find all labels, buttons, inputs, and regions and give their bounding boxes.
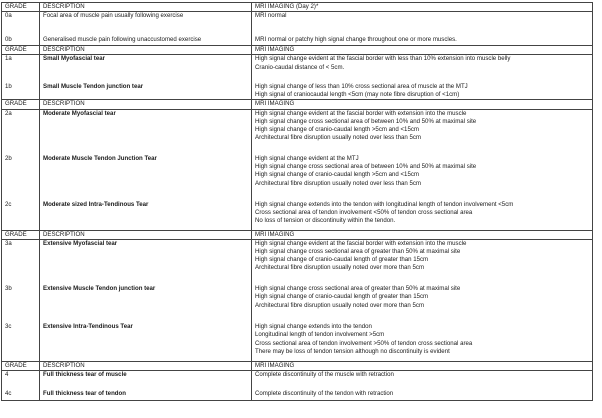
description-cell: Extensive Muscle Tendon junction tear [40, 285, 252, 323]
table-header-row [2, 46, 593, 55]
description-cell: Focal area of muscle pain usually following exercise [40, 12, 252, 36]
table-row-2b [2, 155, 593, 201]
header-mri: MRI IMAGING [252, 361, 593, 370]
description-cell: Small Myofascial tear [40, 55, 252, 83]
table-row-1a [2, 55, 593, 83]
grade-cell: 2b [2, 155, 40, 201]
mri-line: High signal change cross sectional area of between 10% and 50% at maximal site [255, 117, 477, 125]
mri-line: High signal change extends into the tendon with longitudinal length of tendon involvement <5cm [255, 201, 514, 209]
header-description: DESCRIPTION [40, 46, 252, 55]
table-row-4c [2, 390, 593, 400]
mri-cell [252, 109, 593, 155]
description-cell: Moderate Myofascial tear [40, 109, 252, 155]
mri-line: Cross sectional area of tendon involvement >50% of tendon cross sectional area [255, 339, 473, 347]
grade-cell: 3a [2, 239, 40, 285]
mri-line: High signal of craniocaudal length <5cm (may note fibre disruption of <1cm) [255, 91, 460, 99]
header-description: DESCRIPTION [40, 230, 252, 239]
header-description: DESCRIPTION [40, 100, 252, 109]
grade-cell: 0a [2, 12, 40, 36]
table-row-4 [2, 370, 593, 390]
table-header-row [2, 3, 593, 12]
header-description: DESCRIPTION [40, 361, 252, 370]
header-grade: GRADE [2, 361, 40, 370]
mri-cell [252, 201, 593, 230]
mri-line: Complete discontinuity of the muscle with retraction [255, 370, 394, 378]
table-row-0a [2, 12, 593, 36]
description-cell: Extensive Intra-Tendinous Tear [40, 323, 252, 361]
grade-cell: 2a [2, 109, 40, 155]
mri-line: No loss of tension or discontinuity within the tendon. [255, 217, 396, 225]
grade-cell: 1b [2, 83, 40, 100]
grade-cell: 3c [2, 323, 40, 361]
mri-cell [252, 12, 593, 36]
description-cell: Full thickness tear of muscle [40, 370, 252, 390]
table-row-2c [2, 201, 593, 230]
mri-cell [252, 239, 593, 285]
mri-line: Complete discontinuity of the tendon with retraction [255, 390, 394, 398]
description-cell: Full thickness tear of tendon [40, 390, 252, 400]
mri-cell [252, 55, 593, 83]
header-mri: MRI IMAGING [252, 230, 593, 239]
mri-line: Architectural fibre disruption usually noted over more than 5cm [255, 301, 425, 309]
mri-cell [252, 36, 593, 46]
description-cell: Moderate Muscle Tendon Junction Tear [40, 155, 252, 201]
grade-cell: 4 [2, 370, 40, 390]
mri-line: High signal change cross sectional area of greater than 50% at maximal site [255, 247, 461, 255]
mri-line: High signal change evident at the MTJ [255, 155, 359, 163]
mri-cell [252, 285, 593, 323]
mri-line: High signal change of less than 10% cross sectional area of muscle at the MTJ [255, 82, 468, 90]
header-mri: MRI IMAGING (Day 2)* [252, 3, 593, 12]
grade-cell: 0b [2, 36, 40, 46]
mri-cell [252, 83, 593, 100]
grade-cell: 1a [2, 55, 40, 83]
description-cell: Extensive Myofascial tear [40, 239, 252, 285]
mri-line: Cranio-caudal distance of < 5cm. [255, 63, 345, 71]
mri-line: High signal change evident at the fascial border with less than 10% extension into muscle belly [255, 55, 511, 63]
mri-line: High signal change evident at the fascial border with extension into the muscle [255, 109, 467, 117]
mri-line: High signal change cross sectional area of greater than 50% at maximal site [255, 285, 461, 293]
mri-cell [252, 390, 593, 400]
table-header-row [2, 361, 593, 370]
grade-cell: 2c [2, 201, 40, 230]
table-header-row [2, 100, 593, 109]
mri-cell [252, 370, 593, 390]
table-row-2a [2, 109, 593, 155]
grade-cell: 3b [2, 285, 40, 323]
mri-line: High signal change evident at the fascial border with extension into the muscle [255, 239, 467, 247]
table-header-row [2, 230, 593, 239]
mri-line: MRI normal or patchy high signal change throughout one or more muscles. [255, 35, 457, 43]
description-cell: Moderate sized Intra-Tendinous Tear [40, 201, 252, 230]
table-row-3a [2, 239, 593, 285]
header-grade: GRADE [2, 230, 40, 239]
grade-cell: 4c [2, 390, 40, 400]
header-grade: GRADE [2, 100, 40, 109]
description-cell: Small Muscle Tendon junction tear [40, 83, 252, 100]
description-cell: Generalised muscle pain following unaccustomed exercise [40, 36, 252, 46]
header-description: DESCRIPTION [40, 3, 252, 12]
mri-line: Longitudinal length of tendon involvement >5cm [255, 331, 385, 339]
table-row-1b [2, 83, 593, 100]
mri-line: High signal change of cranio-caudal length of greater than 15cm [255, 256, 429, 264]
mri-line: MRI normal [255, 12, 287, 20]
mri-line: High signal change of cranio-caudal length of greater than 15cm [255, 293, 429, 301]
mri-line: High signal change extends into the tendon [255, 323, 372, 331]
mri-cell [252, 155, 593, 201]
mri-line: High signal change cross sectional area of between 10% and 50% at maximal site [255, 163, 477, 171]
table-row-3b [2, 285, 593, 323]
table-row-3c [2, 323, 593, 361]
mri-line: There may be loss of tendon tension although no discontinuity is evident [255, 347, 450, 355]
mri-line: Architectural fibre disruption usually noted over less than 5cm [255, 134, 421, 142]
mri-line: Architectural fibre disruption usually noted over less than 5cm [255, 179, 421, 187]
mri-line: Architectural fibre disruption usually noted over more than 5cm [255, 264, 425, 272]
mri-line: High signal change of cranio-caudal length >5cm and <15cm [255, 171, 419, 179]
table-row-0b [2, 36, 593, 46]
mri-cell [252, 323, 593, 361]
header-grade: GRADE [2, 3, 40, 12]
header-mri: MRI IMAGING [252, 46, 593, 55]
mri-line: Cross sectional area of tendon involvement <50% of tendon cross sectional area [255, 209, 473, 217]
muscle-injury-grading-table [1, 2, 593, 401]
mri-line: High signal change of cranio-caudal length >5cm and <15cm [255, 125, 419, 133]
header-grade: GRADE [2, 46, 40, 55]
header-mri: MRI IMAGING [252, 100, 593, 109]
